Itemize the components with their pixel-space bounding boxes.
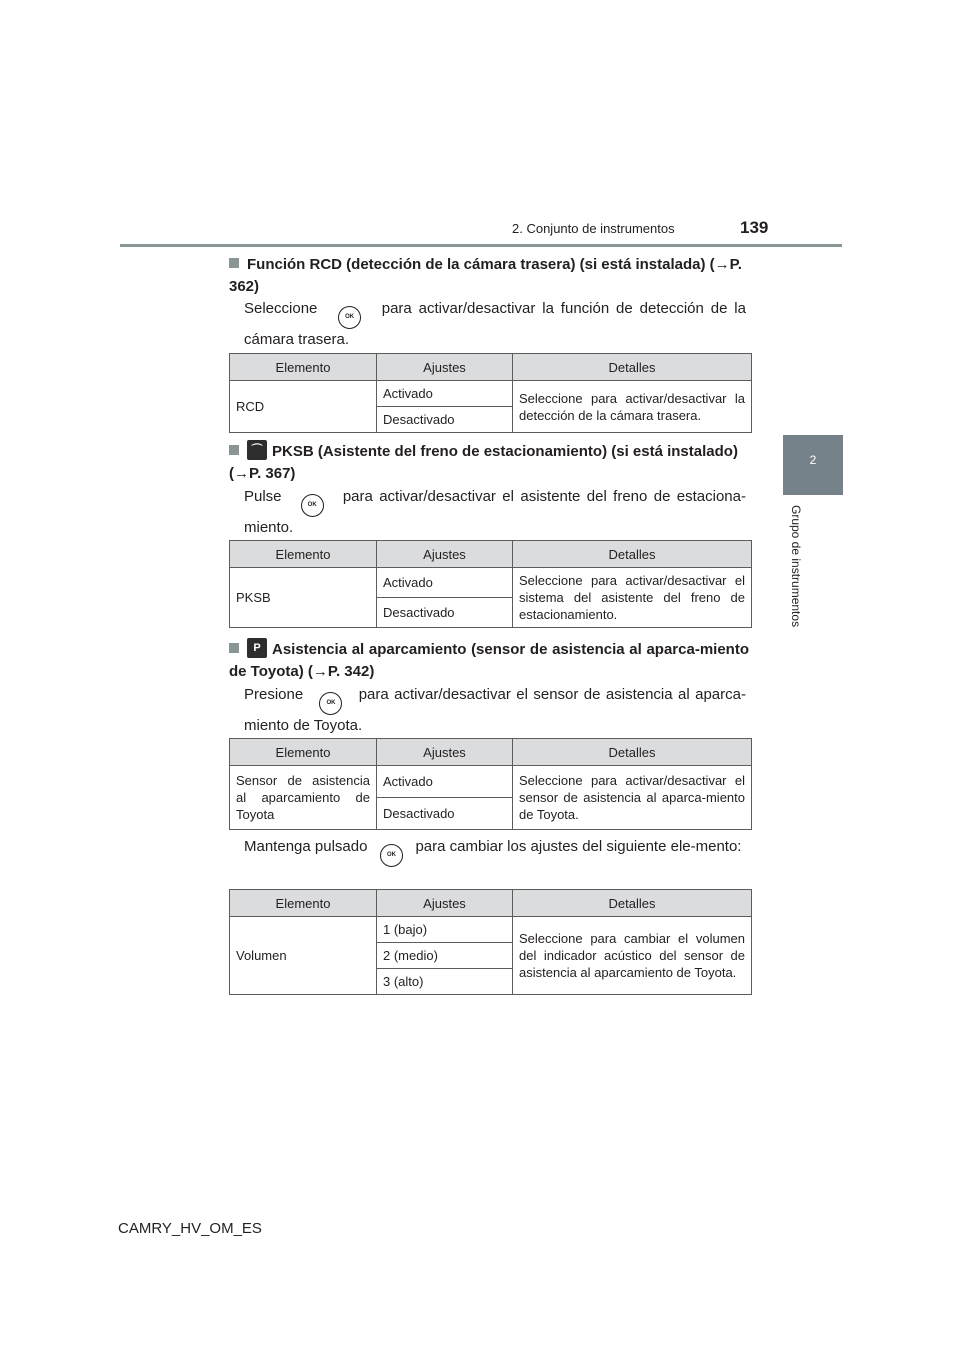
ok-button-icon: OK	[301, 494, 324, 517]
table-row	[230, 568, 752, 598]
table-row	[230, 766, 752, 798]
bullet-square-icon	[229, 445, 239, 455]
table-cell-setting: 2 (medio)	[377, 943, 513, 969]
chapter-tab-label: Grupo de instrumentos	[789, 505, 803, 628]
table-cell-details: Seleccione para activar/desactivar el sensor de asistencia al aparca-miento de Toyota.	[513, 766, 752, 830]
table-cell-setting: Desactivado	[377, 598, 513, 628]
table-header-row	[230, 739, 752, 766]
table-cell-details: Seleccione para activar/desactivar la detección de la cámara trasera.	[513, 381, 752, 433]
table-cell-element: Sensor de asistencia al aparcamiento de Toyota	[230, 766, 377, 830]
table-header-cell: Detalles	[513, 739, 752, 766]
table-header-cell: Elemento	[230, 890, 377, 917]
heading-text: Función RCD (detección de la cámara trasera) (si está instalada) (→P. 362)	[229, 256, 742, 295]
paragraph-text-before: Mantenga pulsado	[244, 838, 368, 855]
ok-button-icon: OK	[319, 692, 342, 715]
table-header-cell: Elemento	[230, 541, 377, 568]
bullet-square-icon	[229, 258, 239, 268]
paragraph-text-before: Pulse	[244, 488, 282, 505]
table-cell-setting: Activado	[377, 381, 513, 407]
table-cell-element: PKSB	[230, 568, 377, 628]
header-section-title: 2. Conjunto de instrumentos	[512, 221, 675, 236]
paragraph-text-before: Presione	[244, 686, 304, 703]
table-cell-element: Volumen	[230, 917, 377, 995]
paragraph-text-after: para cambiar los ajustes del siguiente ele-mento:	[415, 838, 742, 855]
chapter-tab-number: 2	[809, 453, 817, 467]
page-number: 139	[740, 218, 769, 237]
table-cell-setting: Activado	[377, 568, 513, 598]
table-header-cell: Detalles	[513, 890, 752, 917]
section-heading-rcd	[229, 254, 749, 298]
table-header-cell: Elemento	[230, 739, 377, 766]
table-header-cell: Ajustes	[377, 890, 513, 917]
settings-table-rcd	[229, 353, 752, 433]
table-row	[230, 381, 752, 407]
table-cell-element: RCD	[230, 381, 377, 433]
table-header-row	[230, 541, 752, 568]
table-header-cell: Elemento	[230, 354, 377, 381]
table-cell-setting: Activado	[377, 766, 513, 798]
header-rule	[120, 244, 842, 247]
settings-table-parking-assist	[229, 738, 752, 830]
table-cell-setting: 3 (alto)	[377, 969, 513, 995]
table-header-cell: Ajustes	[377, 354, 513, 381]
table-cell-setting: Desactivado	[377, 407, 513, 433]
table-header-cell: Ajustes	[377, 541, 513, 568]
section-paragraph-pksb	[244, 486, 746, 539]
table-row	[230, 917, 752, 943]
table-header-cell: Detalles	[513, 541, 752, 568]
ok-button-icon: OK	[338, 306, 361, 329]
chapter-tab[interactable]	[783, 435, 843, 495]
paragraph-text-before: Seleccione	[244, 300, 318, 317]
section-paragraph-volume	[244, 836, 746, 867]
table-header-cell: Detalles	[513, 354, 752, 381]
table-cell-setting: 1 (bajo)	[377, 917, 513, 943]
section-heading-pksb	[229, 440, 749, 485]
table-header-cell: Ajustes	[377, 739, 513, 766]
section-heading-parking-assist	[229, 638, 749, 683]
pksb-icon: ⌒	[247, 440, 267, 460]
table-cell-details: Seleccione para activar/desactivar el sistema del asistente del freno de estacionamiento.	[513, 568, 752, 628]
table-header-row	[230, 354, 752, 381]
table-header-row	[230, 890, 752, 917]
paragraph-text-after: para activar/desactivar el sensor de asistencia al aparca-miento de Toyota.	[244, 686, 746, 734]
manual-code: CAMRY_HV_OM_ES	[118, 1220, 262, 1237]
ok-button-icon: OK	[380, 844, 403, 867]
table-cell-details: Seleccione para cambiar el volumen del indicador acústico del sensor de asistencia al aparcamiento de Toyota.	[513, 917, 752, 995]
heading-text: PKSB (Asistente del freno de estacionamiento) (si está instalado) (→P. 367)	[229, 443, 738, 482]
heading-text: Asistencia al aparcamiento (sensor de asistencia al aparca-miento de Toyota) (→P. 342)	[229, 641, 749, 680]
section-paragraph-parking-assist	[244, 684, 746, 737]
settings-table-volume	[229, 889, 752, 995]
parking-assist-icon: P	[247, 638, 267, 658]
table-cell-setting: Desactivado	[377, 798, 513, 830]
section-paragraph-rcd	[244, 298, 746, 351]
paragraph-text-after: para activar/desactivar la función de detección de la cámara trasera.	[244, 300, 746, 348]
bullet-square-icon	[229, 643, 239, 653]
settings-table-pksb	[229, 540, 752, 628]
paragraph-text-after: para activar/desactivar el asistente del freno de estaciona-miento.	[244, 488, 746, 536]
